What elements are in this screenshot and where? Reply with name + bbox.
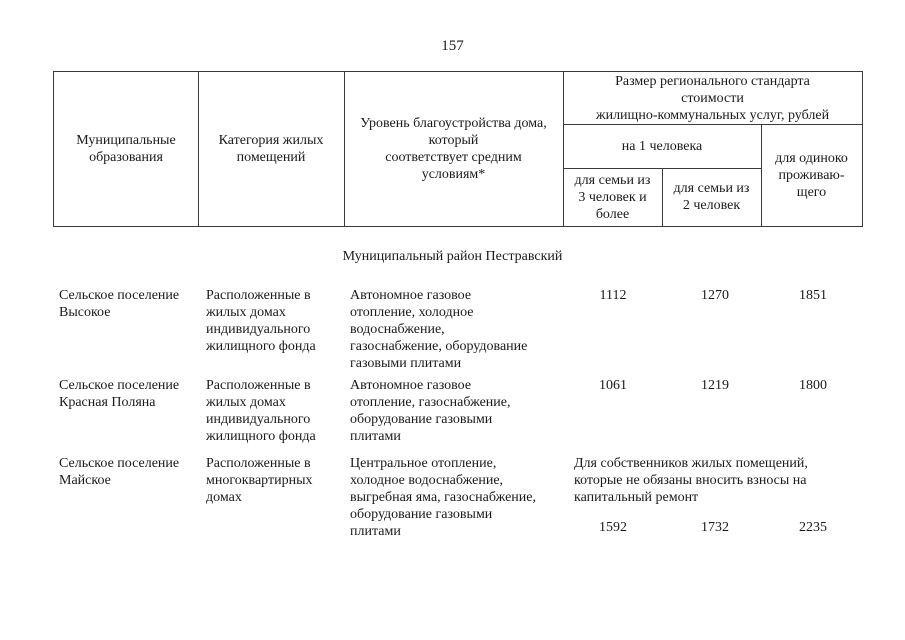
single-value: 2235 [799, 520, 827, 535]
family2-value: 1732 [701, 520, 729, 535]
header-single: для одиноко проживаю- щего [761, 124, 863, 227]
header-category: Категория жилых помещений [198, 71, 345, 227]
single-value: 1800 [799, 378, 827, 393]
family3-value: 1592 [599, 520, 627, 535]
family3-value: 1061 [599, 378, 627, 393]
family2-value: 1219 [701, 378, 729, 393]
level-cell: Центральное отопление, холодное водоснабжение, выгребная яма, газоснабжение, оборудование газовыми плитами [350, 456, 537, 539]
table-header [53, 71, 863, 227]
category-cell: Расположенные в жилых домах индивидуального жилищного фонда [206, 378, 316, 444]
header-level: Уровень благоустройства дома, который соответствует средним условиям* [344, 71, 564, 227]
single-value: 1851 [799, 288, 827, 303]
level-cell: Автономное газовое отопление, газоснабжение, оборудование газовыми плитами [350, 378, 511, 444]
header-standard: Размер регионального стандарта стоимости жилищно-коммунальных услуг, рублей [563, 71, 863, 125]
category-cell: Расположенные в многоквартирных домах [206, 456, 313, 505]
level-cell: Автономное газовое отопление, холодное водоснабжение, газоснабжение, оборудование газовыми плитами [350, 288, 528, 371]
family2-value: 1270 [701, 288, 729, 303]
category-cell: Расположенные в жилых домах индивидуального жилищного фонда [206, 288, 316, 354]
header-family3: для семьи из 3 человек и более [563, 168, 663, 227]
header-family2: для семьи из 2 человек [662, 168, 762, 227]
header-per-person: на 1 человека [563, 124, 762, 169]
municipality-cell: Сельское поселение Красная Поляна [59, 378, 180, 410]
section-title: Муниципальный район Пестравский [342, 249, 563, 264]
header-municipality: Муниципальные образования [53, 71, 199, 227]
capital-repair-note: Для собственников жилых помещений, которые не обязаны вносить взносы на капитальный ремонт [574, 456, 808, 505]
page-number: 157 [441, 38, 464, 54]
municipality-cell: Сельское поселение Высокое [59, 288, 180, 320]
municipality-cell: Сельское поселение Майское [59, 456, 180, 488]
family3-value: 1112 [599, 288, 627, 303]
